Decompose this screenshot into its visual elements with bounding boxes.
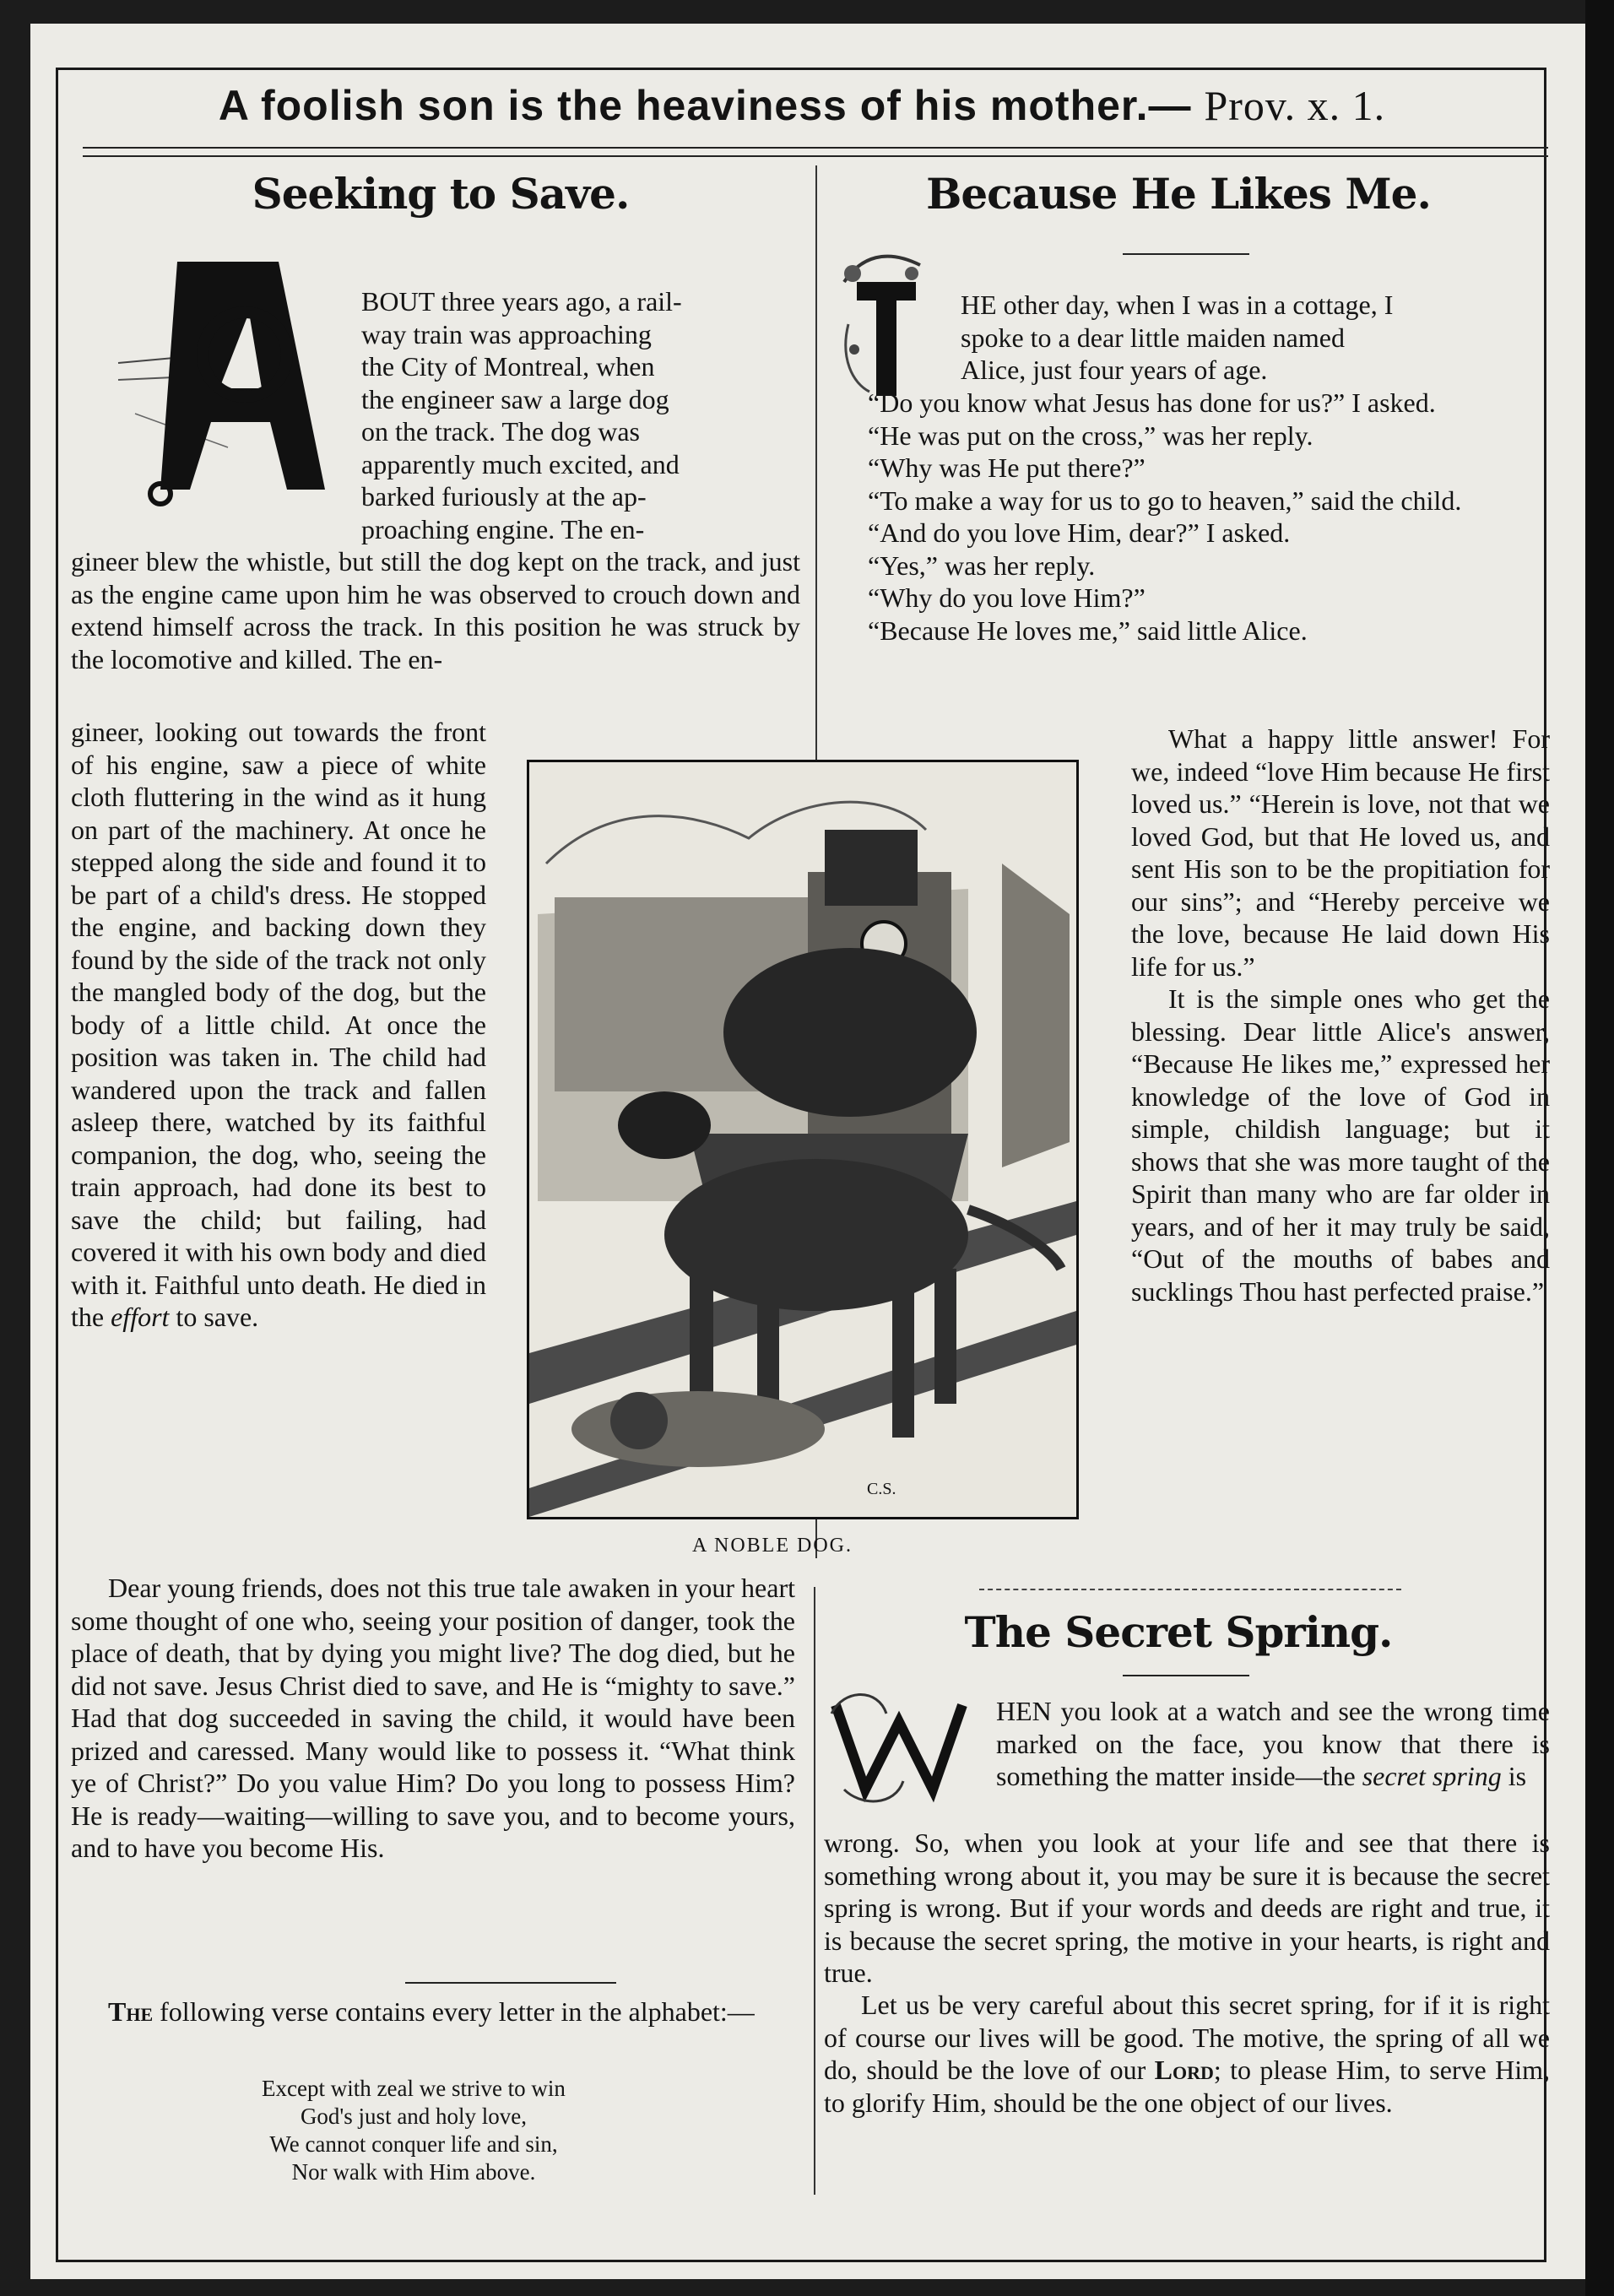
secret-lord: Lord (1154, 2055, 1214, 2085)
section-rule-right (979, 1589, 1401, 1590)
secret-para2 (824, 1989, 1550, 2119)
seeking-line: on the track. The dog was (361, 416, 640, 447)
because-narrow-para1: What a happy little answer! For we, indeed “love Him because He first loved us.” “Herein is love, not that we loved God, but that He loved us, and sent His son to be the propitiation for our sins”; and “Hereby perceive we the love, because He laid down His life for us.” (1131, 723, 1550, 982)
motto-text: A foolish son is the heaviness of his mother.— (218, 82, 1192, 129)
because-dialogue (831, 387, 1553, 647)
seeking-para1-full: gineer blew the whistle, but still the dog kept on the track, and just as the engine came upon him he was observed to crouch down and extend himself across the track. In this position he was struck by the locomotive and killed. The en- (71, 546, 800, 674)
ornament-t-icon (836, 248, 929, 409)
verse-line: Nor walk with Him above. (291, 2159, 536, 2185)
train-dog-engraving (529, 762, 1076, 1517)
dialogue-line: “Because He loves me,” said little Alice. (868, 615, 1308, 646)
seeking-line: way train was approaching (361, 318, 652, 349)
title-underline-because (1123, 253, 1249, 255)
dialogue-line: “And do you love Him, dear?” I asked. (868, 517, 1291, 548)
seeking-effort-italic: effort (111, 1302, 170, 1332)
because-lines-top (961, 289, 1553, 387)
dropcap-t (836, 248, 929, 409)
section-rule-left (405, 1982, 616, 1984)
alphabet-verse (152, 2075, 675, 2186)
header-motto (84, 81, 1519, 130)
secret-lines-text-b: is (1501, 1761, 1527, 1791)
seeking-line: BOUT three years ago, a rail- (361, 286, 682, 317)
dropcap-w (827, 1688, 971, 1806)
because-narrow-para2: It is the simple ones who get the blessing. Dear little Alice's answer, “Because He likes me,” expressed her knowledge of the love of God in simple, childish language; but it shows that she was more taught of the Spirit than many who are far older in years, and of her it may truly be said, “Out of the mouths of babes and sucklings Thou hast perfected praise.” (1131, 983, 1550, 1307)
seeking-para2: Dear young friends, does not this true tale awaken in your heart some thought of one who, seeing your position of danger, took the place of death, that by dying you might live? The dog died, but he did not save. Jesus Christ died to save, and He is “mighty to save.” Had that dog succeeded in saving the child, it would have been prized and caressed. Many would like to possess it. “What think ye of Christ?” Do you value Him? Do you long to possess Him? He is ready—waiting—willing to save you, and to become yours, and to have you become His. (71, 1573, 795, 1863)
seeking-para1-narrow-text: gineer, looking out towards the front of his engine, saw a piece of white cloth fluttering in the wind as it hung on part of the machinery. At once he stepped along the side and found it to be part of a child's dress. He stopped the engine, and backing down they found by the side of the track not only the mangled body of the dog, but the body of a little child. At once the position was taken in. The child had wandered upon the track and fallen asleep there, watched by its faithful companion, the dog, who, seeing the train approach, had done its best to save the child; but failing, had covered it with his own body and died with it. Faithful unto death. He died in the (71, 717, 486, 1332)
header-rule-top (83, 147, 1548, 149)
seeking-line: the engineer saw a large dog (361, 383, 669, 414)
noble-dog-illustration (527, 760, 1079, 1519)
motto-reference: Prov. x. 1. (1204, 82, 1386, 129)
seeking-line: apparently much excited, and (361, 448, 680, 479)
because-narrow (1131, 723, 1550, 1308)
column-divider-lower (814, 1587, 815, 2195)
dialogue-line: “Yes,” was her reply. (868, 550, 1096, 581)
verse-line: We cannot conquer life and sin, (269, 2131, 558, 2157)
ornament-w-icon (827, 1688, 971, 1806)
secret-spring-italic: secret spring (1362, 1761, 1502, 1791)
title-underline-secret (1123, 1675, 1249, 1676)
article-title-secret: The Secret Spring. (964, 1607, 1393, 1657)
because-line: Alice, just four years of age. (961, 355, 1268, 385)
verse-intro-text: following verse contains every letter in the alphabet:— (153, 1996, 755, 2027)
verse-line: God's just and holy love, (300, 2104, 528, 2129)
seeking-para1-end: to save. (169, 1302, 259, 1332)
because-line: spoke to a dear little maiden named (961, 322, 1345, 353)
verse-intro (71, 1995, 795, 2028)
secret-lines-top (996, 1695, 1550, 1793)
secret-para2-b: ; to please Him, to serve Him, to glorify Him, should be the one object of our lives. (824, 2055, 1551, 2118)
illustration-caption: A NOBLE DOG. (692, 1535, 853, 1557)
page-edge (1585, 0, 1614, 2296)
dialogue-line: “Do you know what Jesus has done for us?” I asked. (868, 387, 1436, 418)
secret-para1: wrong. So, when you look at your life and see that there is something wrong about it, you may be sure it is because the secret spring is wrong. But if your words and deeds are right and true, it is because the secret spring, the motive in your hearts, is right and true. (824, 1828, 1550, 1988)
seeking-line: barked furiously at the ap- (361, 481, 647, 512)
seeking-line: the City of Montreal, when (361, 351, 655, 382)
seeking-lines-top (361, 285, 800, 545)
verse-intro-cap: The (108, 1996, 154, 2027)
secret-lines-text-a: HEN you look at a watch and see the wrong time marked on the face, you know that there is something the matter inside—the (996, 1696, 1550, 1791)
article-title-seeking: Seeking to Save. (252, 169, 630, 219)
because-line: HE other day, when I was in a cottage, I (961, 290, 1394, 320)
ornament-a-icon (110, 253, 355, 506)
verse-line: Except with zeal we strive to win (262, 2076, 566, 2101)
secret-para2-a: Let us be very careful about this secret spring, for if it is right of course our lives will be good. The motive, the spring of all we do, should be the love of our (824, 1990, 1550, 2085)
seeking-para1-narrow (71, 716, 486, 1334)
seeking-line: proaching engine. The en- (361, 513, 645, 544)
dialogue-line: “Why do you love Him?” (868, 582, 1146, 613)
dialogue-line: “Why was He put there?” (868, 452, 1146, 483)
dialogue-line: “He was put on the cross,” was her reply. (868, 420, 1313, 451)
dropcap-a (110, 253, 355, 506)
dialogue-line: “To make a way for us to go to heaven,” said the child. (868, 485, 1462, 516)
engraver-signature: C.S. (867, 1480, 896, 1498)
article-title-because: Because He Likes Me. (926, 169, 1431, 219)
header-rule-bottom (83, 155, 1548, 157)
